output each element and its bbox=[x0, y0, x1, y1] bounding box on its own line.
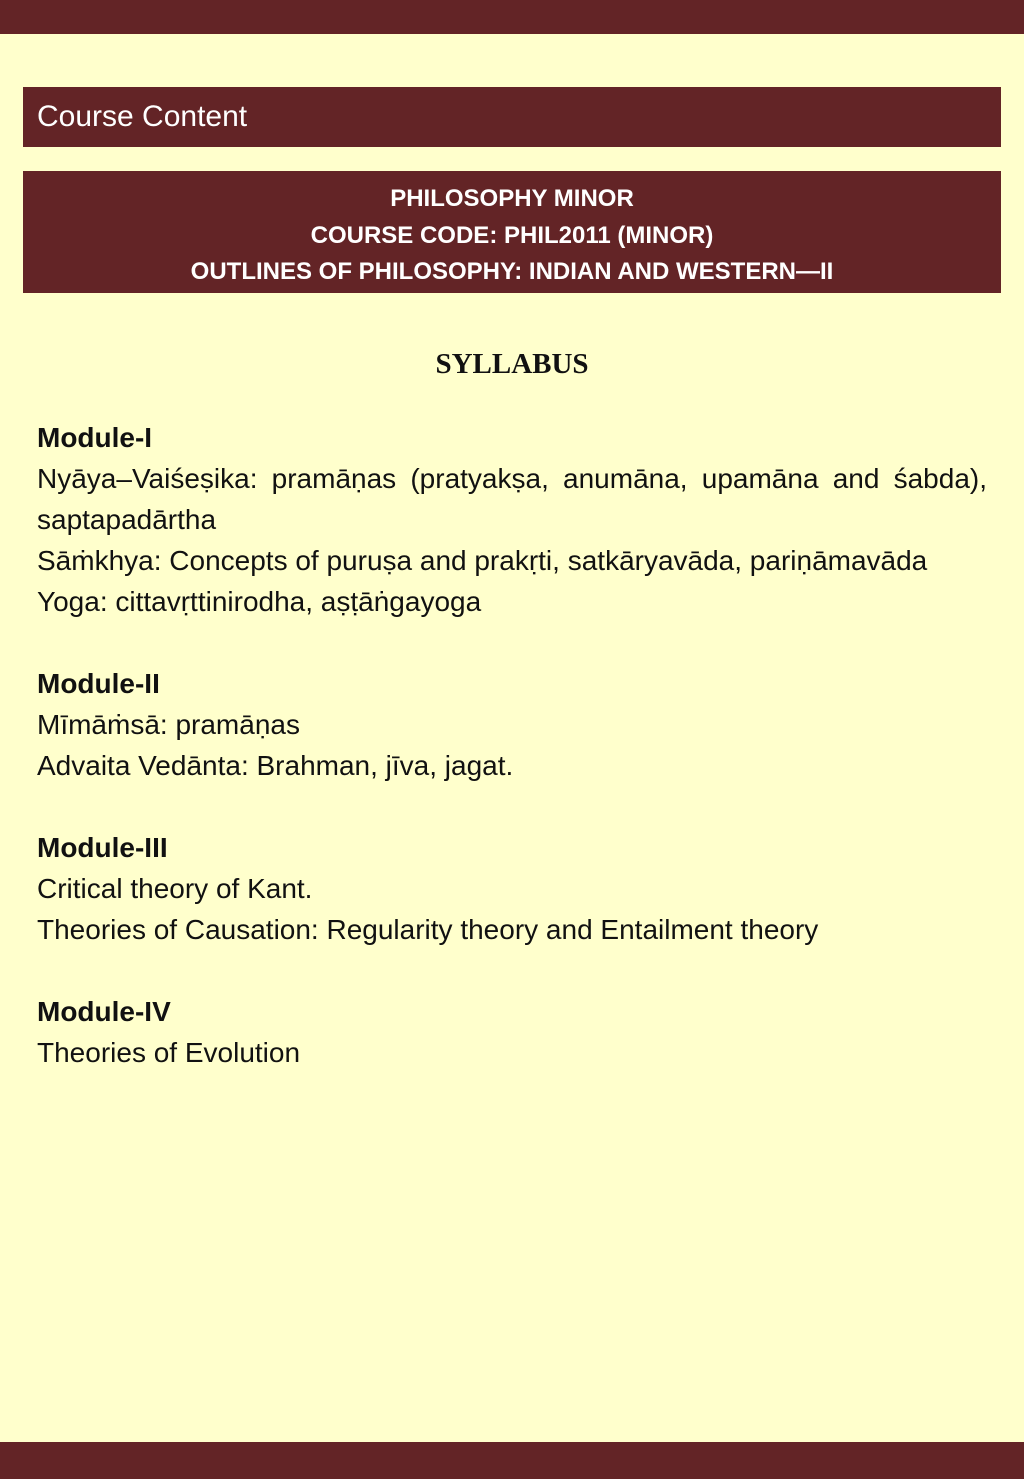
syllabus-content bbox=[37, 417, 987, 1114]
course-code-line: COURSE CODE: PHIL2011 (MINOR) bbox=[310, 221, 714, 249]
module-item: Theories of Causation: Regularity theory and Entailment theory bbox=[37, 914, 819, 945]
top-banner-bar bbox=[0, 0, 1024, 34]
module-2 bbox=[37, 663, 987, 786]
module-3 bbox=[37, 827, 987, 950]
course-title-block bbox=[23, 171, 1001, 293]
module-title: Module-I bbox=[37, 422, 153, 453]
module-item: Sāṁkhya: Concepts of puruṣa and prakṛti, satkāryavāda, pariṇāmavāda bbox=[37, 545, 928, 576]
course-subtitle-line: OUTLINES OF PHILOSOPHY: INDIAN AND WESTERN—II bbox=[190, 258, 834, 285]
module-title: Module-III bbox=[37, 832, 168, 863]
course-title-line: PHILOSOPHY MINOR bbox=[390, 185, 634, 212]
course-content-label: Course Content bbox=[37, 100, 248, 133]
bottom-banner-bar bbox=[0, 1442, 1024, 1479]
syllabus-heading: SYLLABUS bbox=[435, 348, 589, 380]
module-title: Module-II bbox=[37, 668, 160, 699]
module-item: Critical theory of Kant. bbox=[37, 873, 313, 904]
module-title: Module-IV bbox=[37, 996, 171, 1027]
course-content-header bbox=[23, 87, 1001, 147]
module-item: Nyāya–Vaiśeṣika: pramāṇas (pratyakṣa, anumāna, upamāna and śabda), saptapadārtha bbox=[37, 463, 987, 535]
module-item: Yoga: cittavṛttinirodha, aṣṭāṅgayoga bbox=[37, 586, 482, 617]
module-4 bbox=[37, 991, 987, 1073]
module-item: Theories of Evolution bbox=[37, 1037, 301, 1068]
module-item: Advaita Vedānta: Brahman, jīva, jagat. bbox=[37, 750, 514, 781]
module-1 bbox=[37, 417, 987, 622]
module-item: Mīmāṁsā: pramāṇas bbox=[37, 709, 300, 740]
